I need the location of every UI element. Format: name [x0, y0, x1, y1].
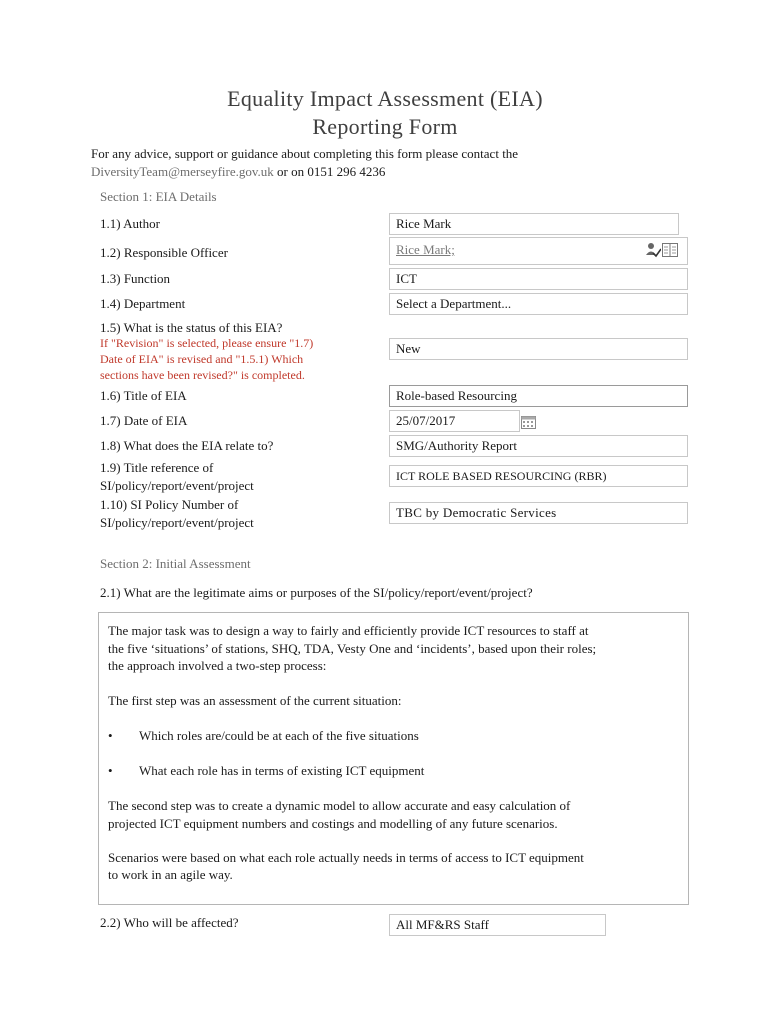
answer-text: The first step was an assessment of the current situation:: [108, 693, 402, 708]
function-label: 1.3) Function: [100, 271, 171, 286]
answer-text: Scenarios were based on what each role actually needs in terms of access to ICT equipment: [108, 850, 584, 865]
status-note-line: If "Revision" is selected, please ensure "1.7): [100, 336, 314, 350]
phone-text: or on 0151 296 4236: [277, 164, 386, 179]
answer-text: the five ‘situations’ of stations, SHQ, TDA, Vesty One and ‘incidents’, based upon their roles;: [108, 641, 597, 656]
intro-contact: [91, 164, 385, 180]
officer-field[interactable]: [389, 237, 688, 265]
email-link[interactable]: DiversityTeam@merseyfire.gov.uk: [91, 164, 274, 179]
eia-title-field[interactable]: Role-based Resourcing: [389, 385, 688, 407]
department-select[interactable]: Select a Department...: [389, 293, 688, 315]
policy-number-label-2: SI/policy/report/event/project: [100, 515, 254, 530]
function-field[interactable]: ICT: [389, 268, 688, 290]
section1-heading: Section 1: EIA Details: [100, 189, 217, 204]
date-field[interactable]: 25/07/2017: [389, 410, 520, 432]
answer-text: projected ICT equipment numbers and costings and modelling of any future scenarios.: [108, 816, 558, 831]
answer-text: the approach involved a two-step process:: [108, 658, 327, 673]
title-ref-field[interactable]: ICT ROLE BASED RESOURCING (RBR): [389, 465, 688, 487]
bullet-marker: •: [108, 763, 113, 778]
date-label: 1.7) Date of EIA: [100, 413, 188, 428]
title-ref-label-2: SI/policy/report/event/project: [100, 478, 254, 493]
author-label: 1.1) Author: [100, 216, 160, 231]
title-ref-label: 1.9) Title reference of: [100, 460, 214, 475]
relates-label: 1.8) What does the EIA relate to?: [100, 438, 274, 453]
officer-name-link[interactable]: Rice Mark;: [396, 242, 455, 257]
check-names-icon[interactable]: [645, 242, 661, 258]
author-field[interactable]: Rice Mark: [389, 213, 679, 235]
calendar-icon[interactable]: [521, 414, 537, 430]
intro-line: For any advice, support or guidance about completing this form please contact the: [91, 146, 519, 161]
status-select[interactable]: New: [389, 338, 688, 360]
affected-label: 2.2) Who will be affected?: [100, 915, 239, 930]
status-label: 1.5) What is the status of this EIA?: [100, 320, 283, 335]
aims-answer-textarea[interactable]: [98, 612, 689, 905]
bullet-marker: •: [108, 728, 113, 743]
bullet-item: Which roles are/could be at each of the five situations: [139, 728, 419, 743]
page-subtitle: Reporting Form: [312, 114, 458, 139]
policy-number-label: 1.10) SI Policy Number of: [100, 497, 239, 512]
answer-text: The major task was to design a way to fairly and efficiently provide ICT resources to staff at: [108, 623, 589, 638]
affected-field[interactable]: All MF&RS Staff: [389, 914, 606, 936]
address-book-icon[interactable]: [662, 243, 678, 258]
department-label: 1.4) Department: [100, 296, 186, 311]
answer-text: to work in an agile way.: [108, 867, 233, 882]
aims-question: 2.1) What are the legitimate aims or purposes of the SI/policy/report/event/project?: [100, 585, 533, 600]
status-note-line: sections have been revised?" is completed.: [100, 368, 305, 382]
bullet-item: What each role has in terms of existing ICT equipment: [139, 763, 425, 778]
answer-text: The second step was to create a dynamic model to allow accurate and easy calculation of: [108, 798, 571, 813]
policy-number-field[interactable]: TBC by Democratic Services: [389, 502, 688, 524]
status-note-line: Date of EIA" is revised and "1.5.1) Which: [100, 352, 304, 366]
officer-label: 1.2) Responsible Officer: [100, 245, 228, 260]
status-note: [100, 335, 313, 383]
relates-select[interactable]: SMG/Authority Report: [389, 435, 688, 457]
eia-title-label: 1.6) Title of EIA: [100, 388, 187, 403]
section2-heading: Section 2: Initial Assessment: [100, 556, 251, 571]
page-title: Equality Impact Assessment (EIA): [227, 86, 543, 111]
